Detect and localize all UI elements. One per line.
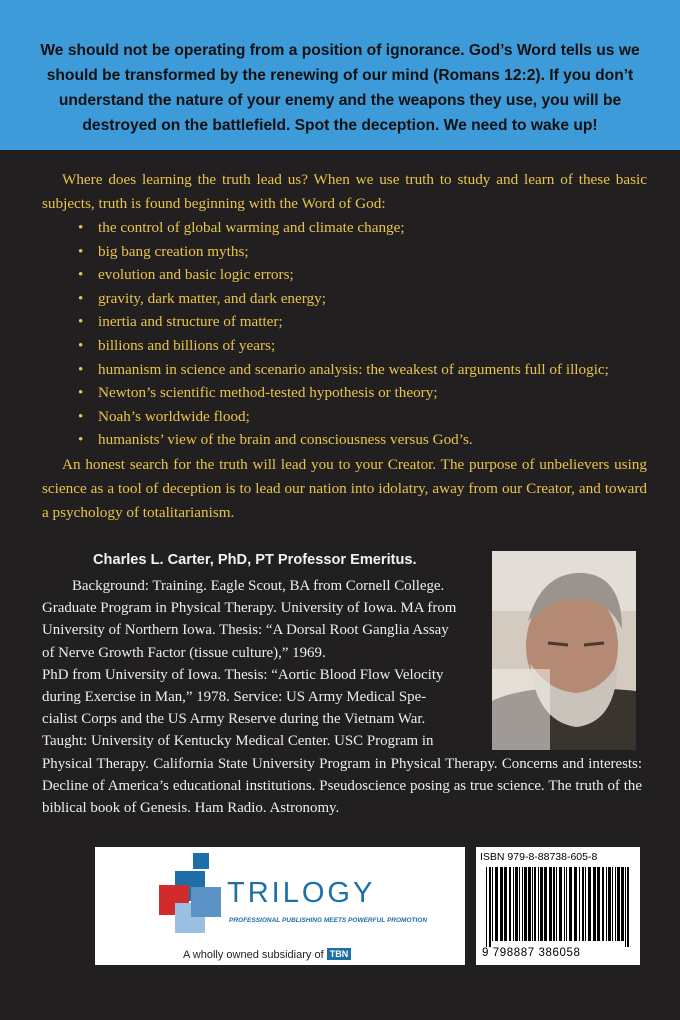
- barcode-bar: [597, 867, 600, 941]
- list-item: • Newton’s scientific method-tested hypothesis or theory;: [78, 381, 609, 405]
- bullet-icon: •: [78, 266, 84, 284]
- list-item: • the control of global warming and climate change;: [78, 216, 609, 240]
- barcode-bar: [522, 867, 523, 941]
- barcode-bar: [534, 867, 536, 941]
- barcode-bar: [495, 867, 498, 941]
- bullet-icon: •: [78, 384, 84, 402]
- publisher-name: TRILOGY: [227, 877, 376, 909]
- banner-text: We should not be operating from a position of ignorance. God’s Word tells us we should be transformed by the renewing of our mind (Romans 12:2). If you don’t understand the nature of your enemy and the weapons they use, you will be destroyed on the battlefield. Spot the deception. We need to wake up!: [40, 42, 640, 134]
- list-item: • evolution and basic logic errors;: [78, 263, 609, 287]
- bullet-icon: •: [78, 407, 84, 425]
- barcode-bar: [528, 867, 531, 941]
- barcode-bar: [515, 867, 518, 941]
- barcode-bar: [615, 867, 616, 941]
- barcode-bar: [608, 867, 611, 941]
- barcode-number: 9 798887 386058: [482, 947, 581, 959]
- barcode-bar: [588, 867, 591, 941]
- publisher-badge: [95, 847, 465, 965]
- barcode-bar: [612, 867, 613, 941]
- outro-paragraph: An honest search for the truth will lead you to your Creator. The purpose of unbelievers using science as a tool of deception is to lead our nation into idolatry, away from our Creator, and toward a psychology of totalitarianism.: [42, 456, 647, 521]
- bullet-icon: •: [78, 313, 84, 331]
- barcode-bar: [489, 867, 491, 947]
- barcode-bars-icon: [486, 867, 632, 947]
- topic-list: [78, 216, 609, 452]
- barcode-bar: [513, 867, 514, 941]
- bullet-icon: •: [78, 289, 84, 307]
- barcode-bar: [582, 867, 584, 941]
- tbn-logo: TBN: [327, 948, 352, 960]
- bio-line: Taught: University of Kentucky Medical Center. USC Program in: [42, 733, 434, 750]
- author-photo: [492, 551, 636, 750]
- barcode-bar: [532, 867, 533, 941]
- barcode-bar: [492, 867, 493, 941]
- barcode-bar: [564, 867, 565, 941]
- bio-line: Background: Training. Eagle Scout, BA from Cornell College.: [72, 578, 445, 594]
- bio-line: PhD from University of Iowa. Thesis: “Aortic Blood Flow Velocity: [42, 666, 444, 683]
- barcode-bar: [627, 867, 629, 947]
- barcode-bar: [544, 867, 547, 941]
- top-banner: [0, 0, 680, 150]
- barcode-bar: [504, 867, 507, 941]
- bio-line: of Nerve Growth Factor (tissue culture),” 1969.: [42, 644, 326, 661]
- barcode-bar: [602, 867, 604, 941]
- barcode-bar: [556, 867, 557, 941]
- list-item: • billions and billions of years;: [78, 334, 609, 358]
- barcode-bar: [606, 867, 607, 941]
- barcode-bar: [566, 867, 567, 941]
- barcode-bar: [621, 867, 624, 941]
- barcode-bar: [538, 867, 539, 941]
- bio-line: Graduate Program in Physical Therapy. University of Iowa. MA from: [42, 600, 457, 617]
- trilogy-logo-icon: [159, 853, 223, 945]
- barcode-bar: [593, 867, 596, 941]
- bullet-icon: •: [78, 219, 84, 236]
- barcode-bar: [579, 867, 580, 941]
- barcode-bar: [486, 867, 487, 947]
- subsidiary-line: A wholly owned subsidiary of TBN: [183, 948, 351, 961]
- author-name: Charles L. Carter, PhD, PT Professor Emeritus.: [93, 552, 417, 568]
- publisher-tagline: PROFESSIONAL PUBLISHING MEETS POWERFUL PROMOTION: [229, 917, 428, 924]
- author-portrait-icon: [492, 551, 636, 750]
- barcode-bar: [540, 867, 543, 941]
- bullet-icon: •: [78, 242, 84, 260]
- list-item: • humanism in science and scenario analysis: the weakest of arguments full of illogic;: [78, 358, 609, 382]
- bullet-icon: •: [78, 336, 84, 354]
- barcode-bar: [509, 867, 511, 941]
- barcode-bar: [559, 867, 562, 941]
- intro-paragraph: Where does learning the truth lead us? When we use truth to study and learn of these basic subjects, truth is found beginning with the Word of God:: [42, 171, 647, 212]
- barcode-bar: [519, 867, 520, 941]
- list-item: • gravity, dark matter, and dark energy;: [78, 287, 609, 311]
- bio-continuation: Physical Therapy. California State University Program in Physical Therapy. Concerns and interests: Decline of America’s educational institutions. Pseudoscience posing as true science. The truth of the biblical book of Genesis. Ham Radio. Astronomy.: [42, 755, 642, 817]
- isbn-barcode: [476, 847, 640, 965]
- barcode-bar: [625, 867, 626, 947]
- list-item: • big bang creation myths;: [78, 240, 609, 264]
- isbn-label: ISBN 979-8-88738-605-8: [480, 851, 598, 863]
- barcode-bar: [617, 867, 620, 941]
- bullet-icon: •: [78, 360, 84, 378]
- barcode-bar: [553, 867, 555, 941]
- barcode-bar: [500, 867, 503, 941]
- bio-line: University of Northern Iowa. Thesis: “A Dorsal Root Ganglia Assay: [42, 622, 449, 639]
- barcode-bar: [569, 867, 572, 941]
- barcode-bar: [524, 867, 527, 941]
- bio-line: cialist Corps and the US Army Reserve during the Vietnam War.: [42, 711, 426, 728]
- barcode-bar: [574, 867, 577, 941]
- list-item: • inertia and structure of matter;: [78, 310, 609, 334]
- barcode-bar: [549, 867, 552, 941]
- bullet-icon: •: [78, 431, 84, 449]
- list-item: • Noah’s worldwide flood;: [78, 405, 609, 429]
- barcode-bar: [585, 867, 586, 941]
- bio-line: during Exercise in Man,” 1978. Service: US Army Medical Spe-: [42, 689, 427, 706]
- list-item: • humanists’ view of the brain and consciousness versus God’s.: [78, 428, 609, 452]
